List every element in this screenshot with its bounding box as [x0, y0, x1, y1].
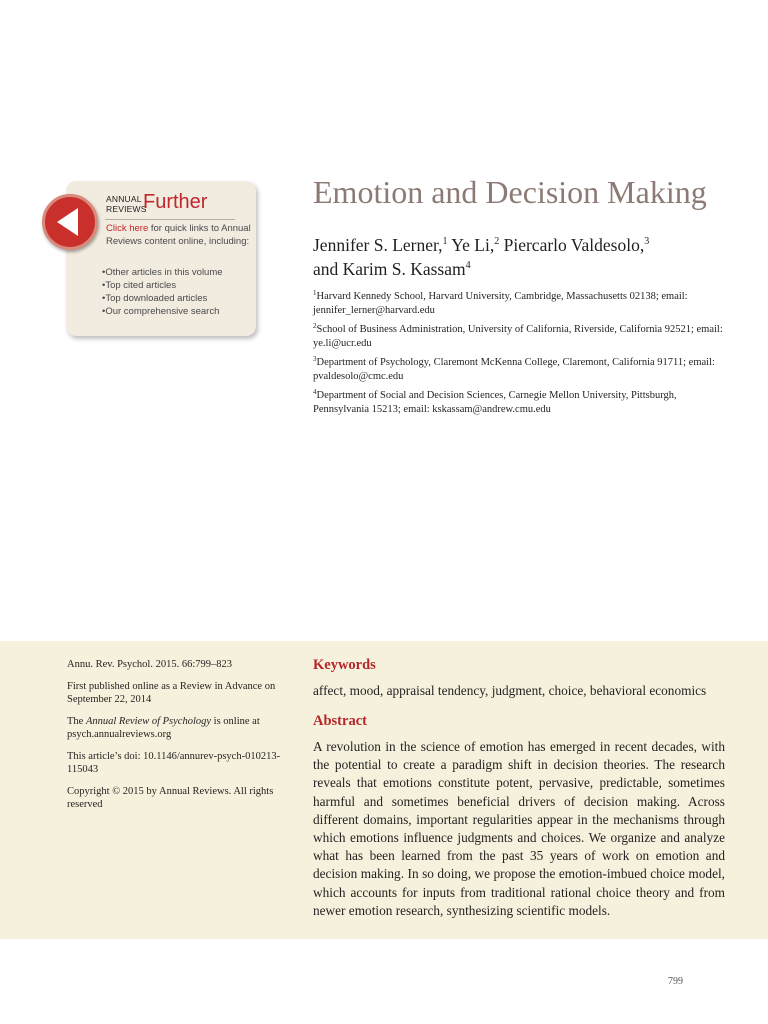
affiliation: [313, 290, 733, 317]
author-sup: 1: [442, 236, 448, 247]
affiliation-text: Department of Psychology, Claremont McKenna College, Claremont, California 91711; email: pvaldesolo@cmc.edu: [313, 357, 715, 382]
abstract-heading: Abstract: [313, 713, 367, 729]
citation: Annu. Rev. Psychol. 2015. 66:799–823: [67, 659, 232, 670]
further-desc-text: for quick links to Annual Reviews content online, including:: [106, 223, 251, 247]
author-name: Jennifer S. Lerner,: [313, 235, 443, 255]
article-meta: [67, 658, 282, 820]
affiliation-sup: 4: [313, 388, 317, 396]
first-published: First published online as a Review in Advance on September 22, 2014: [67, 680, 276, 705]
journal-name: Annual Review of Psychology: [85, 715, 212, 727]
doi: This article’s doi: 10.1146/annurev-psych-010213-115043: [67, 750, 281, 775]
brand-word: Further: [143, 191, 208, 213]
copyright: Copyright © 2015 by Annual Reviews. All rights reserved: [67, 785, 274, 810]
further-link-button[interactable]: [42, 194, 98, 250]
page-number: 799: [668, 976, 683, 987]
brand-divider: [105, 219, 235, 220]
affiliations: [313, 290, 733, 422]
further-description: [106, 222, 256, 248]
further-link-top-cited[interactable]: • Top cited articles: [102, 279, 223, 292]
further-link-top-downloaded[interactable]: • Top downloaded articles: [102, 292, 223, 305]
affiliation: [313, 389, 733, 416]
brand-line1: ANNUAL: [106, 194, 142, 204]
keywords-text: affect, mood, appraisal tendency, judgment, choice, behavioral economics: [313, 683, 707, 698]
online-pre: The: [67, 715, 86, 727]
author-list: [313, 233, 733, 281]
play-back-icon: [45, 197, 95, 247]
click-here-link[interactable]: Click here: [106, 223, 149, 234]
affiliation-sup: 3: [313, 355, 317, 363]
article-title: Emotion and Decision Making: [313, 174, 707, 210]
author-sup: 2: [494, 236, 500, 247]
affiliation-text: Harvard Kennedy School, Harvard University, Cambridge, Massachusetts 02138; email: jennifer_lerner@harvard.edu: [313, 291, 688, 316]
affiliation-sup: 1: [313, 289, 317, 297]
author-name: and Karim S. Kassam: [313, 259, 466, 279]
affiliation-text: Department of Social and Decision Sciences, Carnegie Mellon University, Pittsburgh, Pennsylvania 15213; email: kskassam@andrew.cmu.edu: [313, 390, 677, 415]
affiliation: [313, 323, 733, 350]
online-note: [67, 715, 282, 742]
abstract-text: A revolution in the science of emotion has emerged in recent decades, with the potential to create a paradigm shift in decision theories. The research reveals that emotions constitute potent, pervasive, predictable, sometimes harmful and sometimes beneficial drivers of decision making. Across different domains, important regularities appear in the mechanisms through which emotions influence judgments and choices. We organize and analyze what has been learned from the past 35 years of work on emotion and decision making. In so doing, we propose the emotion-imbued choice model, which accounts for inputs from traditional rational choice theory and from newer emotion research, synthesizing scientific models.: [313, 739, 725, 918]
further-link-other-articles[interactable]: • Other articles in this volume: [102, 266, 223, 279]
author-name: Piercarlo Valdesolo,: [503, 235, 645, 255]
author-sup: 3: [644, 236, 650, 247]
affiliation: [313, 356, 733, 383]
further-links-list: [102, 266, 223, 318]
affiliation-text: School of Business Administration, University of California, Riverside, California 92521; email: ye.li@ucr.edu: [313, 324, 723, 349]
affiliation-sup: 2: [313, 322, 317, 330]
keywords-heading: Keywords: [313, 657, 376, 673]
brand-line2: REVIEWS: [106, 204, 147, 214]
annual-reviews-logo: [106, 191, 236, 220]
author-name: Ye Li,: [451, 235, 495, 255]
online-post: is online at psych.annualreviews.org: [67, 715, 260, 740]
author-sup: 4: [465, 260, 471, 271]
further-link-search[interactable]: • Our comprehensive search: [102, 305, 223, 318]
